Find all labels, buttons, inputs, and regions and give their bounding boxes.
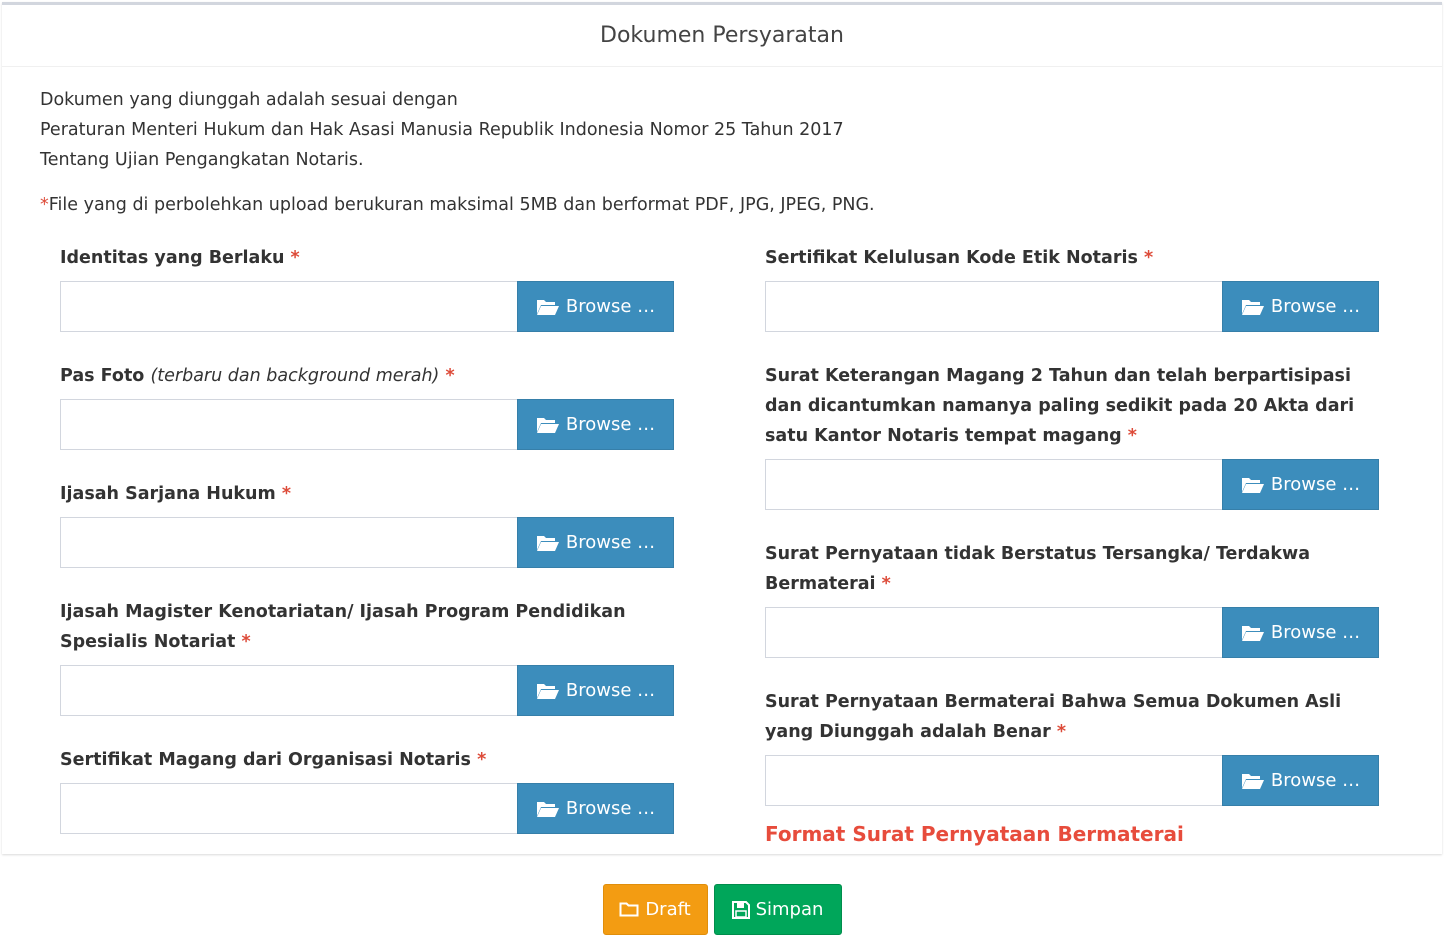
folder-open-icon (536, 534, 560, 552)
intro-line-3: Tentang Ujian Pengangkatan Notaris. (40, 150, 364, 170)
save-button[interactable] (714, 884, 842, 935)
browse-label: Browse … (1270, 622, 1361, 643)
folder-open-icon (536, 682, 560, 700)
file-input-keterangan-magang[interactable] (765, 459, 1222, 510)
intro-text (40, 85, 844, 175)
intro-line-1: Dokumen yang diunggah adalah sesuai dengan (40, 90, 458, 110)
browse-label: Browse … (565, 296, 656, 317)
field-label: Ijasah Sarjana Hukum (60, 484, 276, 504)
right-column (765, 243, 1379, 849)
field-pas-foto (60, 361, 674, 450)
required-mark: * (290, 248, 300, 268)
left-column (60, 243, 674, 863)
save-label: Simpan (755, 899, 824, 920)
field-label: Sertifikat Magang dari Organisasi Notaris (60, 750, 471, 770)
field-sertifikat-magang (60, 745, 674, 834)
field-identitas (60, 243, 674, 332)
browse-button-sertifikat-magang[interactable] (517, 783, 674, 834)
folder-open-icon (536, 298, 560, 316)
browse-label: Browse … (1270, 474, 1361, 495)
note-asterisk: * (40, 195, 49, 215)
field-label: Ijasah Magister Kenotariatan/ Ijasah Program Pendidikan Spesialis Notariat (60, 602, 626, 652)
folder-open-icon (536, 416, 560, 434)
draft-label: Draft (645, 899, 691, 920)
field-label: Surat Pernyataan tidak Berstatus Tersangka/ Terdakwa Bermaterai (765, 544, 1311, 594)
floppy-disk-icon (732, 901, 750, 919)
browse-label: Browse … (565, 680, 656, 701)
field-ijasah-sh (60, 479, 674, 568)
browse-button-ijasah-sh[interactable] (517, 517, 674, 568)
browse-label: Browse … (1270, 296, 1361, 317)
browse-button-dokumen-asli[interactable] (1222, 755, 1379, 806)
file-input-ijasah-magister[interactable] (60, 665, 517, 716)
field-label: Surat Keterangan Magang 2 Tahun dan telah berpartisipasi dan dicantumkan namanya paling sedikit pada 20 Akta dari satu Kantor Notaris tempat magang (765, 366, 1355, 446)
note-text: File yang di perbolehkan upload berukuran maksimal 5MB dan berformat PDF, JPG, JPEG, PNG. (48, 195, 875, 215)
format-surat-link[interactable]: Format Surat Pernyataan Bermaterai (765, 822, 1184, 846)
required-mark: * (445, 366, 455, 386)
panel-title: Dokumen Persyaratan (2, 5, 1442, 67)
folder-open-icon (1241, 624, 1265, 642)
file-input-dokumen-asli[interactable] (765, 755, 1222, 806)
browse-button-keterangan-magang[interactable] (1222, 459, 1379, 510)
field-label: Identitas yang Berlaku (60, 248, 285, 268)
required-mark: * (281, 484, 291, 504)
browse-button-identitas[interactable] (517, 281, 674, 332)
intro-line-2: Peraturan Menteri Hukum dan Hak Asasi Manusia Republik Indonesia Nomor 25 Tahun 2017 (40, 120, 844, 140)
required-mark: * (477, 750, 487, 770)
browse-button-pas-foto[interactable] (517, 399, 674, 450)
field-label: Surat Pernyataan Bermaterai Bahwa Semua Dokumen Asli yang Diunggah adalah Benar (765, 692, 1342, 742)
file-input-sertifikat-magang[interactable] (60, 783, 517, 834)
file-input-kode-etik[interactable] (765, 281, 1222, 332)
folder-open-icon (536, 800, 560, 818)
draft-button[interactable] (603, 884, 708, 935)
field-dokumen-asli (765, 687, 1379, 806)
field-kode-etik (765, 243, 1379, 332)
required-mark: * (881, 574, 891, 594)
browse-label: Browse … (565, 414, 656, 435)
required-mark: * (1143, 248, 1154, 268)
field-label: Pas Foto (60, 366, 145, 386)
required-mark: * (1056, 722, 1067, 742)
folder-open-icon (1241, 298, 1265, 316)
browse-label: Browse … (1270, 770, 1361, 791)
browse-label: Browse … (565, 798, 656, 819)
field-hint: (terbaru dan background merah) (150, 366, 440, 386)
browse-label: Browse … (565, 532, 656, 553)
file-input-identitas[interactable] (60, 281, 517, 332)
folder-open-icon (1241, 476, 1265, 494)
browse-button-kode-etik[interactable] (1222, 281, 1379, 332)
file-input-pas-foto[interactable] (60, 399, 517, 450)
field-label: Sertifikat Kelulusan Kode Etik Notaris (765, 248, 1138, 268)
folder-icon (619, 901, 639, 918)
browse-button-tidak-tersangka[interactable] (1222, 607, 1379, 658)
field-keterangan-magang (765, 361, 1379, 510)
folder-open-icon (1241, 772, 1265, 790)
footer-actions (0, 884, 1444, 935)
required-mark: * (241, 632, 251, 652)
field-ijasah-magister (60, 597, 674, 716)
file-input-ijasah-sh[interactable] (60, 517, 517, 568)
required-mark: * (1127, 426, 1137, 446)
browse-button-ijasah-magister[interactable] (517, 665, 674, 716)
file-input-tidak-tersangka[interactable] (765, 607, 1222, 658)
field-tidak-tersangka (765, 539, 1379, 658)
upload-note (40, 190, 875, 220)
